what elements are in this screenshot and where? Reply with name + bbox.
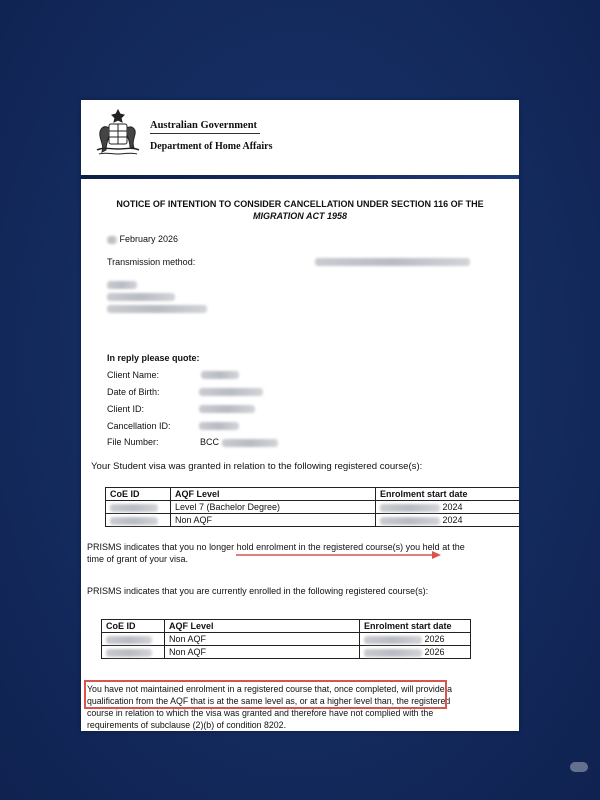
- letter-document: [81, 100, 519, 731]
- dob-label: Date of Birth:: [107, 387, 160, 397]
- column-header: Enrolment start date: [376, 488, 520, 501]
- coe-id-cell: [106, 514, 171, 527]
- redacted-date: [380, 517, 440, 525]
- redacted-coe-id: [110, 517, 158, 525]
- reply-heading: In reply please quote:: [107, 353, 200, 363]
- redacted-date: [364, 649, 422, 657]
- redacted-file-number: [222, 439, 278, 447]
- redacted-address-3: [107, 305, 207, 313]
- notice-title-line1: NOTICE OF INTENTION TO CONSIDER CANCELLATION UNDER SECTION 116 OF THE: [116, 199, 484, 209]
- aqf-level-cell: Non AQF: [171, 514, 376, 527]
- column-header: Enrolment start date: [360, 620, 471, 633]
- table-row: [106, 501, 520, 514]
- notice-title-line2: MIGRATION ACT 1958: [252, 211, 347, 221]
- redacted-address-1: [107, 281, 137, 289]
- redacted-client-name: [201, 371, 239, 379]
- start-year: 2026: [424, 634, 445, 644]
- redacted-email: [315, 258, 470, 266]
- start-date-cell: [360, 633, 471, 646]
- watermark-icon: [570, 762, 588, 772]
- current-courses-table: [101, 619, 471, 659]
- notice-title: [81, 198, 519, 222]
- cancellation-id-label: Cancellation ID:: [107, 421, 171, 431]
- file-number-prefix: BCC: [200, 437, 220, 447]
- granted-intro: Your Student visa was granted in relation to the following registered course(s):: [91, 461, 423, 472]
- aqf-level-cell: Level 7 (Bachelor Degree): [171, 501, 376, 514]
- aqf-level-cell: Non AQF: [165, 646, 360, 659]
- redacted-client-id: [199, 405, 255, 413]
- file-number-label: File Number:: [107, 437, 159, 447]
- client-name-label: Client Name:: [107, 370, 160, 380]
- transmission-label: Transmission method:: [107, 257, 196, 267]
- client-id-label: Client ID:: [107, 404, 145, 414]
- column-header: CoE ID: [102, 620, 165, 633]
- government-name: Australian Government: [150, 120, 260, 134]
- redacted-date: [380, 504, 440, 512]
- start-year: 2024: [442, 502, 463, 512]
- start-year: 2024: [442, 515, 463, 525]
- table-row: [102, 633, 471, 646]
- table-row: [106, 514, 520, 527]
- coat-of-arms-icon: [89, 106, 147, 162]
- column-header: AQF Level: [165, 620, 360, 633]
- start-date-cell: [360, 646, 471, 659]
- header-divider: [81, 175, 519, 179]
- table-row: [102, 646, 471, 659]
- start-date-cell: [376, 501, 520, 514]
- prisms-no-longer-line2: time of grant of your visa.: [87, 554, 189, 564]
- granted-courses-table: [105, 487, 519, 527]
- closing-line3: course in relation to which the visa was granted and therefore have not complied with the: [87, 708, 434, 718]
- file-number-value: [200, 436, 278, 448]
- redacted-dob: [199, 388, 263, 396]
- coe-id-cell: [102, 646, 165, 659]
- redacted-coe-id: [106, 649, 152, 657]
- highlight-box: [84, 680, 447, 709]
- department-name: Department of Home Affairs: [150, 141, 273, 152]
- start-year: 2026: [424, 647, 445, 657]
- prisms-no-longer-line1: PRISMS indicates that you no longer hold enrolment in the registered course(s) you held at the: [87, 542, 465, 552]
- column-header: AQF Level: [171, 488, 376, 501]
- closing-line2: qualification from the AQF that is at the same level as, or at a higher level than, the registered: [87, 696, 451, 706]
- aqf-level-cell: Non AQF: [165, 633, 360, 646]
- redacted-day: [107, 236, 117, 244]
- coe-id-cell: [102, 633, 165, 646]
- coe-id-cell: [106, 501, 171, 514]
- redacted-address-2: [107, 293, 175, 301]
- redacted-date: [364, 636, 422, 644]
- start-date-cell: [376, 514, 520, 527]
- red-arrow-icon: [236, 551, 441, 559]
- redacted-coe-id: [110, 504, 158, 512]
- table-header-row: [106, 488, 520, 501]
- table-header-row: [102, 620, 471, 633]
- closing-line4: requirements of subclause (2)(b) of condition 8202.: [87, 720, 287, 730]
- redacted-coe-id: [106, 636, 152, 644]
- redacted-cancellation-id: [199, 422, 239, 430]
- notice-date: [107, 233, 178, 245]
- notice-date-text: February 2026: [119, 234, 179, 244]
- column-header: CoE ID: [106, 488, 171, 501]
- closing-line1: You have not maintained enrolment in a registered course that, once completed, will provide a: [87, 684, 452, 694]
- prisms-current-paragraph: PRISMS indicates that you are currently enrolled in the following registered course(s):: [87, 586, 429, 596]
